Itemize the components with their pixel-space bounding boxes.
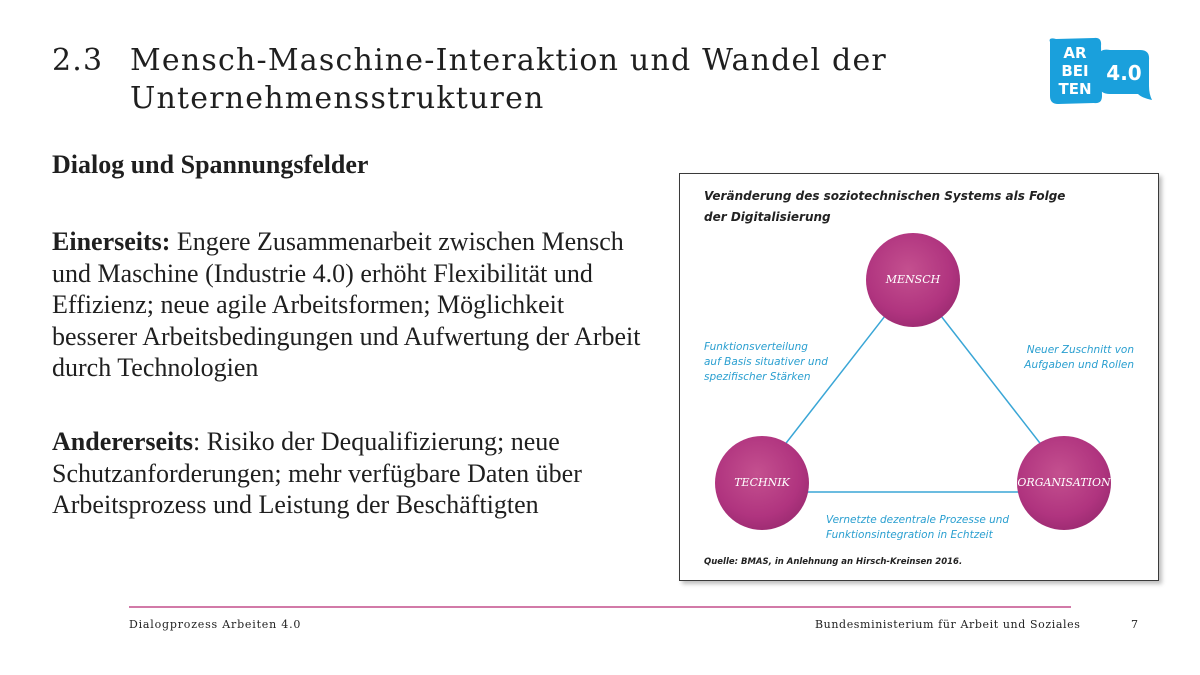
section-number: 2.3 — [52, 43, 104, 78]
edge-label-line: Neuer Zuschnitt von — [1026, 344, 1134, 356]
footer-divider — [129, 606, 1071, 608]
arbeiten-4-0-logo — [1044, 36, 1156, 108]
edge-label-line: Funktionsverteilung — [704, 341, 808, 353]
node-label-organisation: ORGANISATION — [1017, 476, 1111, 489]
edge-label-line: Aufgaben und Rollen — [1024, 359, 1134, 371]
section-subtitle: Dialog und Spannungsfelder — [52, 150, 369, 179]
edge-label-right — [998, 343, 1134, 373]
figure-title-line: Veränderung des soziotechnischen Systems als Folge — [704, 189, 1066, 203]
svg-text:4.0: 4.0 — [1106, 61, 1142, 85]
footer-left-text: Dialogprozess Arbeiten 4.0 — [129, 618, 302, 631]
node-label-technik: TECHNIK — [734, 476, 790, 489]
node-label-mensch: MENSCH — [885, 273, 941, 286]
svg-text:BEI: BEI — [1061, 62, 1089, 80]
page-number: 7 — [1131, 618, 1138, 631]
paragraph-lead: Einerseits: — [52, 227, 171, 256]
figure-title-line: der Digitalisierung — [704, 210, 831, 224]
edge-label-line: spezifischer Stärken — [704, 371, 811, 383]
paragraph-einerseits — [52, 226, 652, 384]
svg-text:TEN: TEN — [1058, 80, 1092, 98]
paragraph-text: : Risiko der Dequalifizierung; neue Schutzanforderungen; mehr verfügbare Daten über Arbeitsprozess und Leistung der Beschäftigten — [52, 427, 582, 519]
edge-label-left — [704, 340, 828, 385]
footer-right-text: Bundesministerium für Arbeit und Soziales — [815, 618, 1081, 631]
paragraph-andererseits — [52, 426, 652, 521]
edge-label-line: auf Basis situativer und — [704, 356, 828, 368]
paragraph-lead: Andererseits — [52, 427, 194, 456]
sociotechnical-system-figure — [679, 173, 1159, 581]
edge-label-bottom — [826, 513, 1009, 543]
figure-source: Quelle: BMAS, in Anlehnung an Hirsch-Kreinsen 2016. — [704, 557, 963, 567]
title-text: Mensch-Maschine-Interaktion und Wandel der Unternehmensstrukturen — [130, 43, 887, 116]
svg-text:AR: AR — [1063, 44, 1087, 62]
edge-label-line: Funktionsintegration in Echtzeit — [826, 529, 993, 541]
edge-label-line: Vernetzte dezentrale Prozesse und — [826, 514, 1010, 526]
paragraph-text: Engere Zusammenarbeit zwischen Mensch und Maschine (Industrie 4.0) erhöht Flexibilität und Effizienz; neue agile Arbeitsformen; Möglichkeit besserer Arbeitsbedingungen und Aufwertung der Arbeit durch Technologien — [52, 227, 641, 382]
